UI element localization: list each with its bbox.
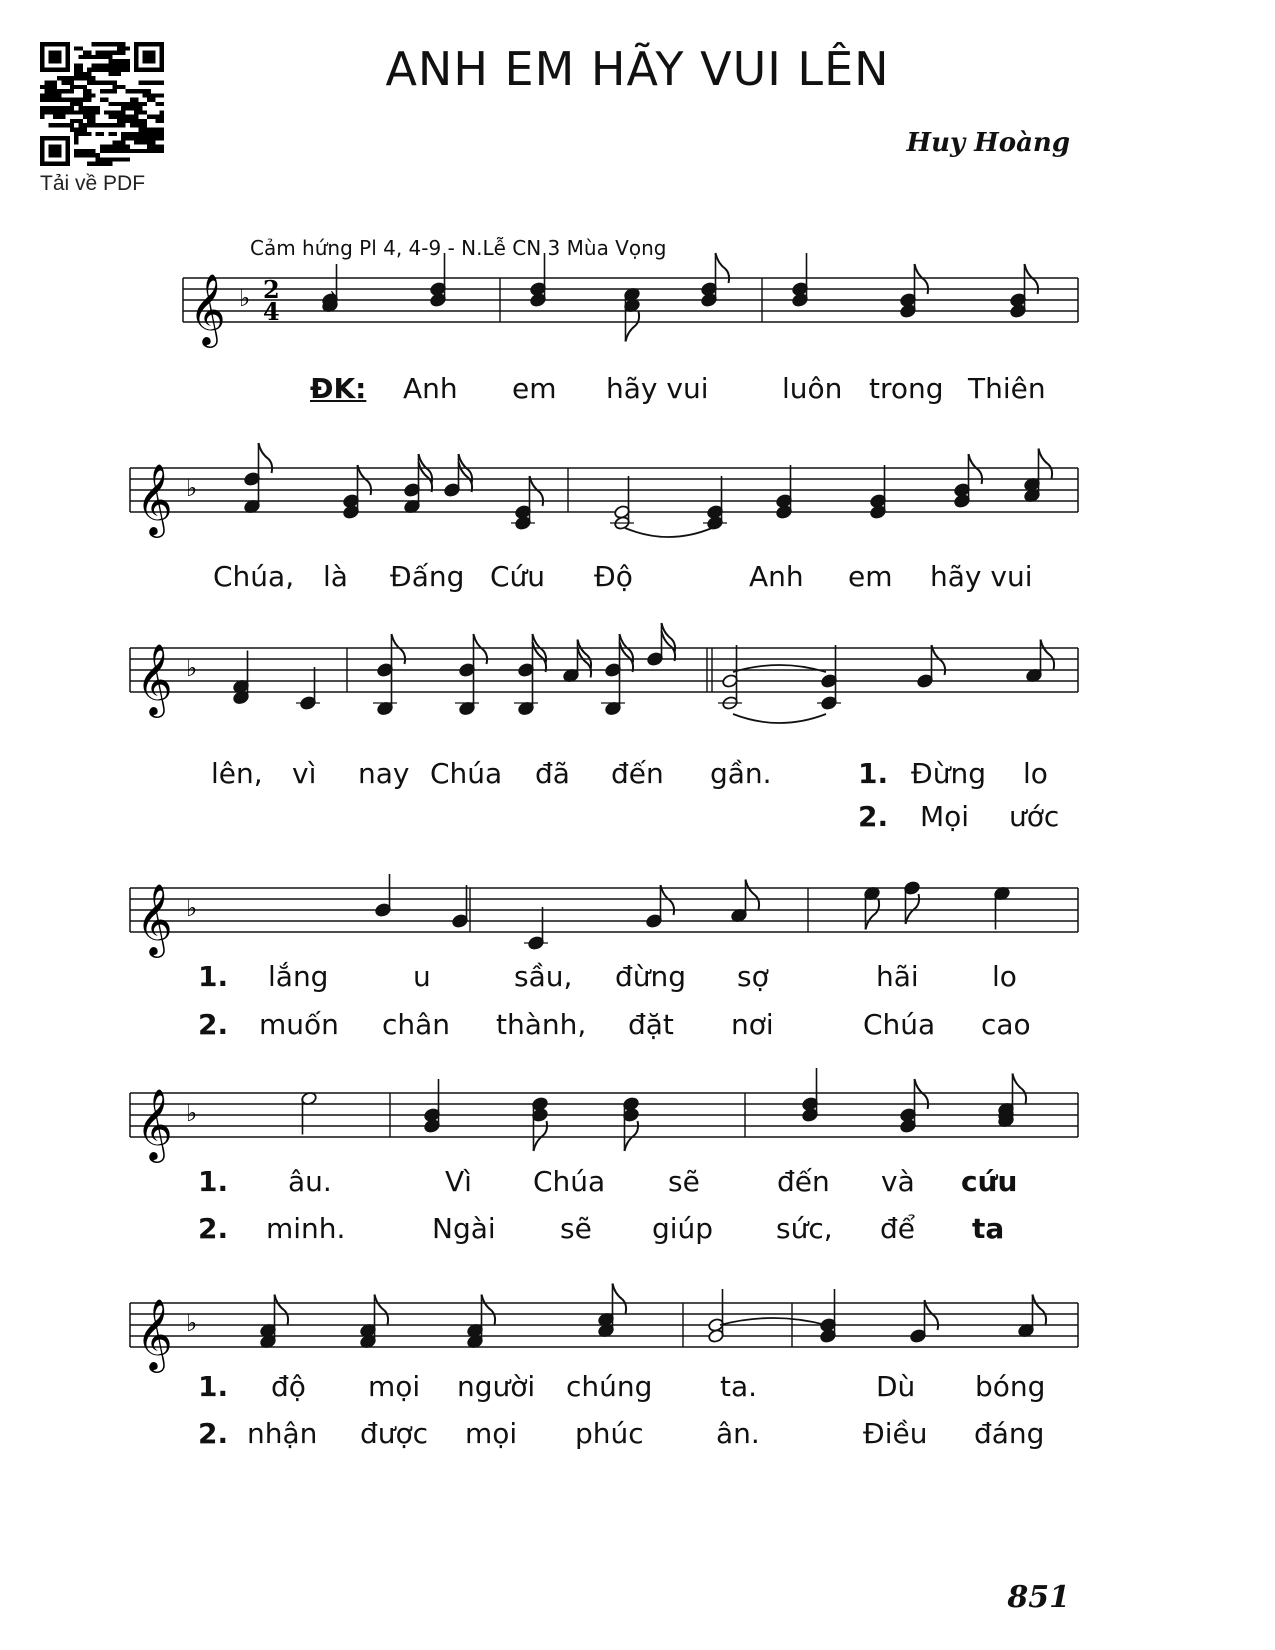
note-flag [275, 1295, 289, 1325]
lyric-word: cứu [961, 1165, 1018, 1198]
lyric-word: Đấng [390, 560, 465, 593]
lyric-word: ân. [716, 1417, 760, 1450]
composer-name: Huy Hoàng [906, 128, 1070, 158]
lyric-word: ước [1009, 800, 1060, 833]
lyric-word: và [881, 1165, 915, 1198]
time-signature-icon: 4 [263, 297, 280, 326]
lyric-word: u [413, 960, 431, 993]
note-flag [1033, 1295, 1047, 1325]
lyric-word: Anh [749, 560, 804, 593]
verse-number: 2. [858, 800, 889, 833]
tie [733, 665, 826, 672]
lyric-word: độ [271, 1370, 306, 1403]
staff-system-5 [0, 1055, 1275, 1175]
lyric-word: lắng [268, 960, 329, 993]
treble-clef-icon: 𝄞 [136, 882, 173, 955]
lyric-word: Điều [863, 1417, 928, 1450]
treble-clef-icon: 𝄞 [136, 1087, 173, 1160]
lyric-word: nhận [247, 1417, 318, 1450]
lyric-word: vì [292, 757, 317, 790]
note-flag [1041, 640, 1055, 670]
treble-clef-icon: 𝄞 [136, 462, 173, 535]
lyric-word: Đừng [911, 757, 986, 790]
lyric-word: Dù [876, 1370, 916, 1403]
lyric-word: sợ [737, 960, 769, 993]
lyric-word: lo [992, 960, 1017, 993]
lyric-word: Chúa [533, 1165, 606, 1198]
lyric-word: cao [981, 1008, 1031, 1041]
lyric-word: Chúa [863, 1008, 936, 1041]
verse-number: 1. [858, 757, 889, 790]
note-flag [1013, 1074, 1027, 1104]
lyric-word: đáng [974, 1417, 1045, 1450]
lyric-word: đặt [628, 1008, 674, 1041]
note-flag [482, 1295, 496, 1325]
lyric-word: gần. [710, 757, 772, 790]
lyric-word: mọi [368, 1370, 421, 1403]
lyric-word: được [360, 1417, 429, 1450]
note-flag [746, 880, 760, 910]
inspiration-note: Cảm hứng Pl 4, 4-9 - N.Lễ CN 3 Mùa Vọng [250, 236, 667, 260]
page-number: 851 [1007, 1580, 1070, 1615]
treble-clef-icon: 𝄞 [136, 1297, 173, 1370]
lyric-word: người [457, 1370, 536, 1403]
treble-clef-icon: 𝄞 [136, 642, 173, 715]
lyric-word: Anh [403, 372, 458, 405]
lyric-word: ta [972, 1212, 1005, 1245]
verse-number: 2. [198, 1417, 229, 1450]
verse-number: 1. [198, 1370, 229, 1403]
flat-icon: ♭ [186, 894, 198, 922]
flat-icon: ♭ [186, 1309, 198, 1337]
lyric-word: Chúa [430, 757, 503, 790]
lyric-word: sức, [776, 1212, 833, 1245]
verse-number: 1. [198, 1165, 229, 1198]
lyric-word: Chúa, [213, 560, 295, 593]
lyric-word: đến [777, 1165, 830, 1198]
verse-number: 2. [198, 1212, 229, 1245]
staff-system-3 [0, 610, 1275, 740]
lyric-word: Thiên [968, 372, 1046, 405]
lyric-word: trong [869, 372, 944, 405]
staff-system-1 [0, 240, 1275, 360]
lyric-word: minh. [266, 1212, 346, 1245]
lyric-word: ta. [720, 1370, 758, 1403]
lyric-word: luôn [782, 372, 843, 405]
note-flag [613, 1284, 627, 1314]
note-flag [626, 312, 640, 342]
verse-number: 2. [198, 1008, 229, 1041]
note-flag [866, 900, 880, 930]
lyric-word: để [880, 1212, 915, 1245]
lyric-word: Cứu [490, 560, 546, 593]
lyric-word: hãi [876, 960, 919, 993]
tie [733, 714, 826, 723]
lyric-word: đừng [615, 960, 687, 993]
lyric-word: đến [611, 757, 664, 790]
lyric-word: Ngài [432, 1212, 496, 1245]
lyric-word: lo [1023, 757, 1048, 790]
lyric-word: lên, [211, 757, 263, 790]
lyric-word: đã [535, 757, 570, 790]
lyric-word: chúng [566, 1370, 653, 1403]
refrain-label: ĐK: [310, 372, 367, 405]
lyric-word: nơi [731, 1008, 774, 1041]
tie [625, 528, 712, 537]
staff-system-4 [0, 850, 1275, 970]
lyric-word: Vì [445, 1165, 472, 1198]
lyric-word: sẽ [668, 1165, 700, 1198]
verse-number: 1. [198, 960, 229, 993]
lyric-word: Mọi [920, 800, 970, 833]
lyric-word: Độ [594, 560, 633, 593]
lyric-word: mọi [465, 1417, 518, 1450]
lyric-word: em [848, 560, 893, 593]
lyric-word: là [323, 560, 348, 593]
tie [720, 1318, 826, 1325]
time-signature-icon: 2 [263, 275, 280, 304]
lyric-word: sầu, [514, 960, 573, 993]
treble-clef-icon: 𝄞 [189, 272, 226, 345]
lyric-word: nay [358, 757, 410, 790]
lyric-word: âu. [288, 1165, 332, 1198]
flat-icon: ♭ [186, 1099, 198, 1127]
staff-system-2 [0, 430, 1275, 550]
note-flag [375, 1295, 389, 1325]
lyric-word: chân [382, 1008, 451, 1041]
song-title: ANH EM HÃY VUI LÊN [385, 42, 890, 96]
lyric-word: bóng [975, 1370, 1046, 1403]
lyric-word: muốn [259, 1008, 339, 1041]
lyric-word: sẽ [560, 1212, 592, 1245]
lyric-word: phúc [575, 1417, 644, 1450]
staff-system-6 [0, 1265, 1275, 1385]
flat-icon: ♭ [239, 284, 251, 312]
note-flag [1039, 449, 1053, 479]
lyric-word: hãy vui [606, 372, 709, 405]
lyric-word: thành, [496, 1008, 587, 1041]
lyric-word: hãy vui [930, 560, 1033, 593]
lyric-word: em [512, 372, 557, 405]
lyric-word: giúp [652, 1212, 714, 1245]
download-pdf-link[interactable]: Tải về PDF [40, 172, 146, 195]
flat-icon: ♭ [186, 654, 198, 682]
flat-icon: ♭ [186, 474, 198, 502]
